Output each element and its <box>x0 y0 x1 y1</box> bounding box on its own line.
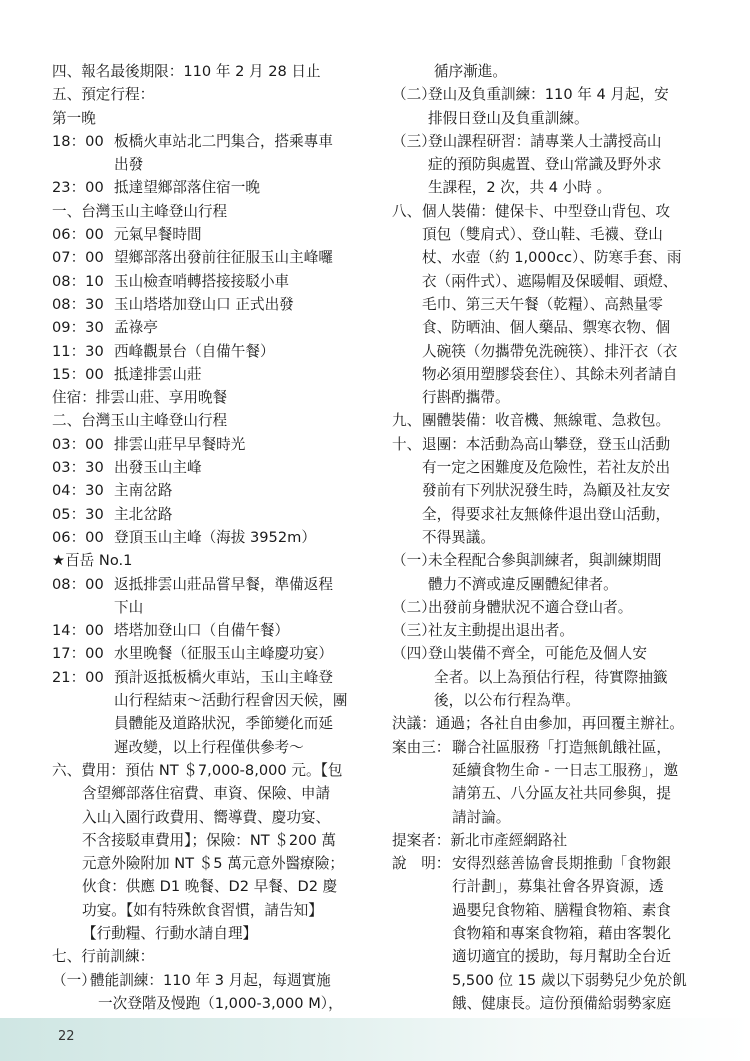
schedule-item: 15：00 抵達排雲山莊 <box>52 365 202 383</box>
withdrawal-subitem-cont: 後，以公布行程為準。 <box>434 692 580 710</box>
explanation-cont: 5,500 位 15 歲以下弱勢兒少免於飢 <box>452 971 687 989</box>
personal-gear-cont: 人碗筷（勿攜帶免洗碗筷）、排汗衣（衣 <box>422 342 678 360</box>
case-three-item: 案由三： 聯合社區服務「打造無飢餓社區， <box>392 738 671 756</box>
case-three-cont: 請討論。 <box>452 808 511 826</box>
fee-cont: 【行動糧、行動水請自理】 <box>82 924 258 942</box>
schedule-item: 09：30 孟祿亭 <box>52 319 158 337</box>
day2-heading: 二、台灣玉山主峰登山行程 <box>52 412 228 430</box>
schedule-item: 06：00 元氣早餐時間 <box>52 226 202 244</box>
personal-gear-cont: 衣（兩件式）、遮陽帽及保暖帽、頭燈、 <box>422 272 678 290</box>
schedule-item: 06：00 登頂玉山主峰（海拔 3952m） <box>52 528 316 546</box>
fee-cont: 元意外險附加 NT ＄5 萬元意外醫療險； <box>82 855 344 873</box>
explanation-cont: 食物箱和專案食物箱，藉由客製化 <box>452 924 671 942</box>
schedule-item: 11：30 西峰觀景台（自備午餐） <box>52 342 275 360</box>
left-column <box>52 60 364 1015</box>
personal-gear-item: 八、 個人裝備：健保卡、中型登山背包、攻 <box>392 202 671 220</box>
explanation-item: 說 明： 安得烈慈善協會長期推動「食物銀 <box>392 855 671 873</box>
training-heading: 七、行前訓練： <box>52 948 155 966</box>
withdrawal-subitem: （二） 出發前身體狀況不適合登山者。 <box>392 598 633 616</box>
page-number: 22 <box>58 1029 75 1044</box>
withdrawal-cont: 發前有下列狀況發生時，為顧及社友安 <box>422 482 671 500</box>
training-item-cont: 生課程，2 次，共 4 小時 。 <box>428 179 612 197</box>
schedule-item: 08：10 玉山檢查哨轉搭接接駁小車 <box>52 272 290 290</box>
group-gear-item: 九、 團體裝備：收音機、無線電、急救包。 <box>392 412 671 430</box>
training-item-cont: 症的預防與處置、登山常識及野外求 <box>428 156 662 174</box>
training-item-cont: 排假日登山及負重訓練。 <box>428 109 589 127</box>
withdrawal-subitem: （一） 未全程配合參與訓練者，與訓練期間 <box>392 552 662 570</box>
schedule-item: 21：00 預計返抵板橋火車站，玉山主峰登 <box>52 668 333 686</box>
schedule-item: 07：00 望鄉部落出發前往征服玉山主峰囉 <box>52 249 333 267</box>
schedule-item-cont: 山行程結束～活動行程會因天候，團 <box>114 692 348 710</box>
fee-cont: 功宴。【如有特殊飲食習慣，請告知】 <box>82 901 323 919</box>
training-item-cont: 一次登階及慢跑（1,000-3,000 M）， <box>98 994 343 1012</box>
withdrawal-cont: 全，得要求社友無條件退出登山活動， <box>422 505 671 523</box>
schedule-item: 03：30 出發玉山主峰 <box>52 459 202 477</box>
training-item: （二） 登山及負重訓練：110 年 4 月起，安 <box>392 86 669 104</box>
schedule-item-cont: 出發 <box>114 156 144 174</box>
withdrawal-cont: 有一定之困難度及危險性，若社友於出 <box>422 459 671 477</box>
personal-gear-cont: 毛巾、第三天午餐（乾糧）、高熱量零 <box>422 295 663 313</box>
fee-item: 六、費用： 預估 NT ＄7,000-8,000 元。【包 <box>52 761 343 779</box>
personal-gear-cont: 行斟酌攜帶。 <box>422 389 510 407</box>
training-item: （三） 登山課程研習：請專業人士講授高山 <box>392 132 662 150</box>
first-night-heading: 第一晚 <box>52 109 96 127</box>
withdrawal-subitem: （三） 社友主動提出退出者。 <box>392 622 574 640</box>
schedule-item: 04：30 主南岔路 <box>52 482 173 500</box>
schedule-item-cont: 遲改變，以上行程僅供參考～ <box>114 738 304 756</box>
explanation-cont: 適切適宜的援助，每月幫助全台近 <box>452 948 671 966</box>
baiyue-label: ★百岳 No.1 <box>52 552 133 570</box>
day1-heading: 一、台灣玉山主峰登山行程 <box>52 202 228 220</box>
personal-gear-cont: 頂包（雙肩式）、登山鞋、毛襪、登山 <box>422 226 663 244</box>
schedule-item: 23：00 抵達望鄉部落住宿一晚 <box>52 179 260 197</box>
withdrawal-subitem: （四） 登山裝備不齊全，可能危及個人安 <box>392 645 647 663</box>
case-three-cont: 請第五、八分區友社共同參與，提 <box>452 785 671 803</box>
registration-deadline: 四、報名最後期限：110 年 2 月 28 日止 <box>52 63 321 80</box>
personal-gear-cont: 物必須用塑膠袋套住）、其餘未列者請自 <box>422 365 678 383</box>
withdrawal-subitem-cont: 體力不濟或違反團體紀律者。 <box>428 575 618 593</box>
fee-cont: 入山入園行政費用、嚮導費、慶功宴、 <box>82 808 331 826</box>
withdrawal-cont: 不得異議。 <box>422 528 495 546</box>
schedule-item: 03：00 排雲山莊早早餐時光 <box>52 435 246 453</box>
schedule-item: 08：00 返抵排雲山莊品嘗早餐，準備返程 <box>52 575 333 593</box>
schedule-item: 08：30 玉山塔塔加登山口 正式出發 <box>52 295 294 313</box>
schedule-item: 14：00 塔塔加登山口（自備午餐） <box>52 622 290 640</box>
schedule-item: 17：00 水里晚餐（征服玉山主峰慶功宴） <box>52 645 333 663</box>
fee-cont: 含望鄉部落住宿費、車資、保險、申請 <box>82 785 331 803</box>
fee-cont: 不含接駁車費用】；保險：NT ＄200 萬 <box>82 831 336 849</box>
personal-gear-cont: 杖、水壺（約 1,000cc）、防寒手套、雨 <box>422 249 682 267</box>
schedule-item: 18：00 板橋火車站北二門集合，搭乘專車 <box>52 132 333 150</box>
explanation-cont: 行計劃」，募集社會各界資源，透 <box>452 878 664 896</box>
explanation-cont: 過嬰兒食物箱、膳糧食物箱、素食 <box>452 901 671 919</box>
proposer-line: 提案者：新北市產經網路社 <box>392 831 568 849</box>
explanation-cont: 餓、健康長。這份預備給弱勢家庭 <box>452 994 671 1012</box>
lodging-line: 住宿：排雲山莊、享用晚餐 <box>52 389 228 407</box>
case-three-cont: 延續食物生命 - 一日志工服務」，邀 <box>452 761 679 779</box>
right-column <box>392 60 696 1015</box>
withdrawal-item: 十、 退團：本活動為高山攀登，登玉山活動 <box>392 435 671 453</box>
fee-cont: 伙食：供應 D1 晚餐、D2 早餐、D2 慶 <box>82 878 338 896</box>
training-item-cont: 循序漸進。 <box>434 63 507 80</box>
training-item: （一） 體能訓練：110 年 3 月起，每週實施 <box>52 971 331 989</box>
personal-gear-cont: 食、防晒油、個人藥品、禦寒衣物、個 <box>422 319 671 337</box>
resolution-line: 決議：通過；各社自由參加，再回覆主辦社。 <box>392 715 684 733</box>
withdrawal-subitem-cont: 全者。以上為預估行程，待實際抽籤 <box>434 668 668 686</box>
schedule-item-cont: 員體能及道路狀況，季節變化而延 <box>114 715 333 733</box>
itinerary-heading: 五、預定行程： <box>52 86 155 104</box>
schedule-item: 05：30 主北岔路 <box>52 505 173 523</box>
footer-band <box>0 1018 750 1061</box>
schedule-item-cont: 下山 <box>114 598 144 616</box>
